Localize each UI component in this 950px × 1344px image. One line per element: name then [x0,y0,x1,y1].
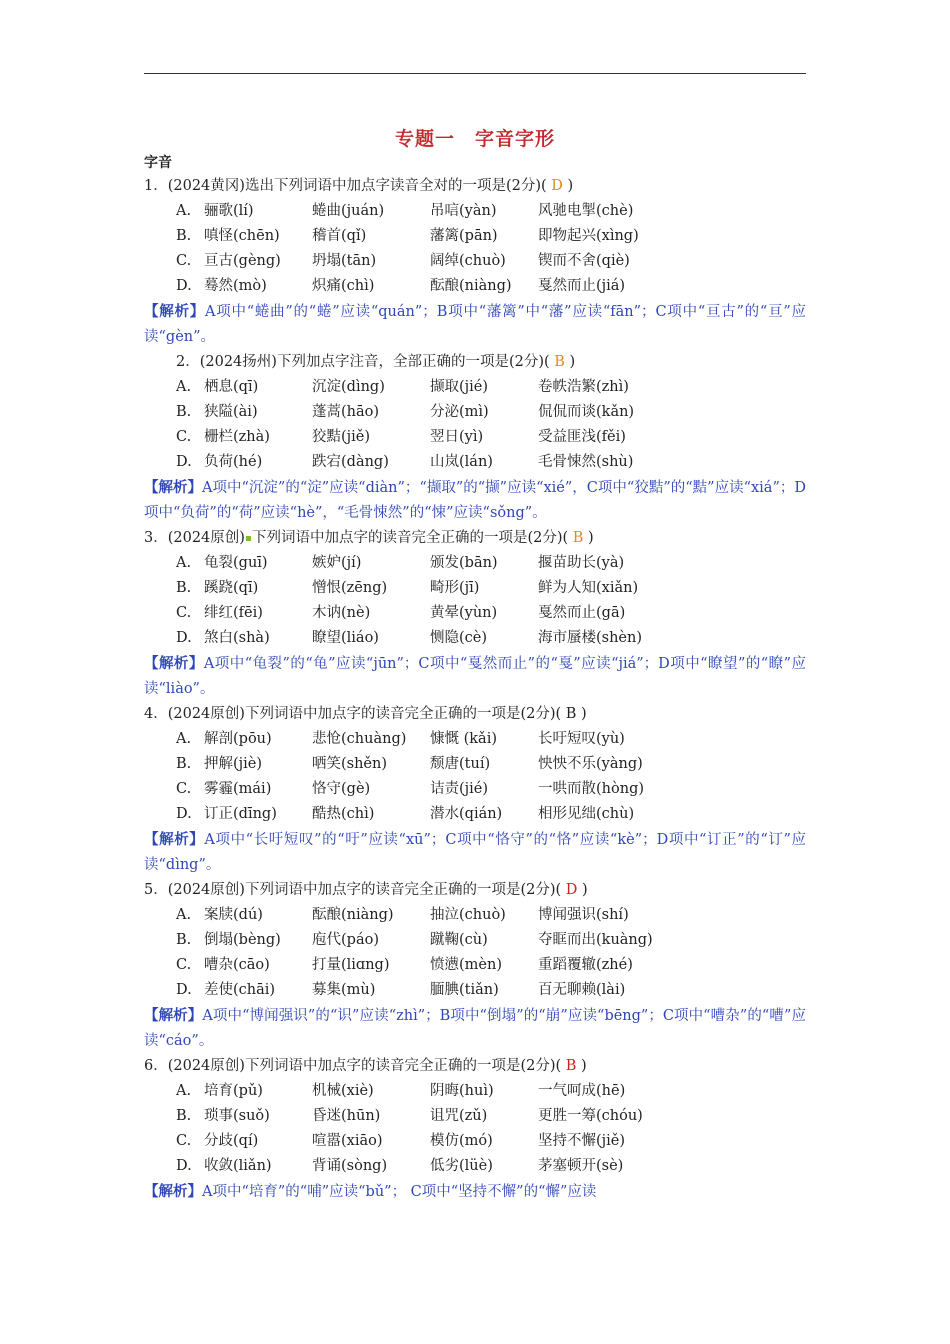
option-word: 蜷曲(juán) [312,203,385,219]
option-word: 蓦然(mò) [204,278,267,294]
option-row [144,802,806,827]
option-word: 相形见绌(chù) [538,806,635,822]
option-word: 抽泣(chuò) [430,907,506,923]
option-word: 夺眶而出(kuàng) [538,932,653,948]
option-word: 案牍(dú) [204,907,263,923]
analysis-label: 【解析】 [144,1007,203,1024]
option-row [144,928,806,953]
option-word: 阔绰(chuò) [430,253,506,269]
analysis-label: 【解析】 [144,655,204,672]
option-label: C. [176,781,192,797]
analysis [144,827,806,878]
option-label: D. [176,630,192,646]
option-label: C. [176,605,192,621]
option-word: 坍塌(tān) [312,253,377,269]
option-word: 更胜一筹(chóu) [538,1108,643,1124]
option-word: 博闻强识(shí) [538,907,629,923]
option-word: 鲜为人知(xiǎn) [538,580,639,596]
option-word: 蹊跷(qī) [204,580,259,596]
option-word: 长吁短叹(yù) [538,731,625,747]
answer-letter: B [554,354,565,370]
option-word: 吊唁(yàn) [430,203,497,219]
option-word: 腼腆(tiǎn) [430,982,499,998]
option-word: 翌日(yì) [430,429,484,445]
option-word: 恻隐(cè) [430,630,488,646]
option-word: 颁发(bān) [430,555,498,571]
option-word: 嗔怪(chēn) [204,228,280,244]
analysis [144,475,806,526]
answer-letter: D [565,882,578,898]
option-word: 分泌(mì) [430,404,489,420]
analysis [144,1003,806,1054]
question-block [144,702,806,878]
option-label: B. [176,932,192,948]
option-row [144,777,806,802]
option-row [144,953,806,978]
option-word: 毛骨悚然(shù) [538,454,634,470]
option-row [144,1154,806,1179]
analysis-label: 【解析】 [144,831,205,848]
analysis-text: A项中“蜷曲”的“蜷”应读“quán”；B项中“藩篱”中“藩”应读“fān”；C项中“亘古”的“亘”应读“gèn”。 [144,304,807,345]
option-word: 差使(chāi) [204,982,276,998]
question-stem: 2．(2024扬州)下列加点字注音，全部正确的一项是(2分)( B ) [176,354,576,370]
option-row [144,903,806,928]
question-block [144,174,806,350]
option-row [144,601,806,626]
option-word: 重蹈覆辙(zhé) [538,957,633,973]
analysis [144,651,806,702]
option-word: 揠苗助长(yà) [538,555,625,571]
option-word: 嫉妒(jí) [312,555,362,571]
option-row [144,727,806,752]
analysis-text: A项中“龟裂”的“龟”应读“jūn”；C项中“戛然而止”的“戛”应读“jiá”；D项中“瞭望”的“瞭”应读“liào”。 [144,656,807,697]
option-row [144,1129,806,1154]
option-word: 沉淀(dìng) [312,379,385,395]
option-word: 憎恨(zēng) [312,580,388,596]
option-label: D. [176,278,192,294]
option-word: 一哄而散(hòng) [538,781,645,797]
option-row [144,249,806,274]
option-word: 募集(mù) [312,982,376,998]
option-word: 怏怏不乐(yàng) [538,756,643,772]
page-title: 专题一 字音字形 [394,128,555,150]
option-word: 受益匪浅(fěi) [538,429,626,445]
option-row [144,450,806,475]
question-stem: 1．(2024黄冈)选出下列词语中加点字读音全对的一项是(2分)( D ) [144,178,574,194]
option-label: C. [176,1133,192,1149]
option-row [144,274,806,299]
option-word: 蓬蒿(hāo) [312,404,380,420]
option-word: 狡黠(jiě) [312,429,371,445]
option-word: 培育(pǔ) [204,1083,263,1099]
option-word: 机械(xiè) [312,1083,374,1099]
option-row [144,1079,806,1104]
question-stem: 5．(2024原创)下列词语中加点字的读音完全正确的一项是(2分)( D ) [144,882,588,898]
option-row [144,425,806,450]
option-word: 锲而不舍(qiè) [538,253,630,269]
option-word: 狭隘(ài) [204,404,258,420]
option-row [144,400,806,425]
analysis-label: 【解析】 [144,1183,202,1200]
option-label: B. [176,228,192,244]
option-word: 山岚(lán) [430,454,493,470]
option-word: 栅栏(zhà) [204,429,270,445]
option-word: 稽首(qǐ) [312,228,367,244]
option-word: 诅咒(zǔ) [430,1108,488,1124]
answer-letter: B [565,706,577,722]
option-word: 风驰电掣(chè) [538,203,634,219]
option-word: 畸形(jī) [430,580,480,596]
question-stem: 3．(2024原创) 下列词语中加点字的读音完全正确的一项是(2分)( B ) [144,530,594,546]
option-label: A. [176,1083,192,1099]
analysis-label: 【解析】 [144,479,203,496]
option-row [144,752,806,777]
option-label: A. [176,203,192,219]
option-word: 戛然而止(gā) [538,605,626,621]
option-word: 庖代(páo) [312,932,379,948]
analysis-text: A项中“沉淀”的“淀”应读“diàn”；“撷取”的“撷”应读“xié”，C项中“狡黠”的“黠”应读“xiá”；D项中“负荷”的“荷”应读“hè”，“毛骨悚然”的“悚”应读“sǒng”。 [144,480,806,521]
analysis [144,1179,806,1205]
option-label: A. [176,379,192,395]
option-word: 背诵(sòng) [312,1158,388,1174]
option-word: 侃侃而谈(kǎn) [538,404,635,420]
option-label: B. [176,580,192,596]
option-word: 龟裂(guī) [204,555,268,571]
option-word: 负荷(hé) [204,454,263,470]
option-row [144,199,806,224]
option-label: A. [176,731,192,747]
option-word: 潜水(qián) [430,806,503,822]
option-word: 一气呵成(hē) [538,1083,626,1099]
option-row [144,551,806,576]
option-word: 押解(jiè) [204,756,263,772]
stem-marker [246,536,251,541]
option-word: 恪守(gè) [312,781,371,797]
option-word: 琐事(suǒ) [204,1108,270,1124]
option-word: 瞭望(liáo) [312,630,379,646]
answer-letter: B [565,1058,577,1074]
header-rule [144,73,806,74]
option-word: 即物起兴(xìng) [538,228,639,244]
option-word: 酷热(chì) [312,806,375,822]
option-label: B. [176,404,192,420]
option-label: D. [176,982,192,998]
option-row [144,978,806,1003]
option-row [144,576,806,601]
option-word: 愤懑(mèn) [430,957,502,973]
question-block [144,526,806,702]
option-word: 慷慨 (kǎi) [430,731,497,747]
option-word: 昏迷(hūn) [312,1108,381,1124]
question-block [144,878,806,1054]
option-word: 蹴鞠(cù) [430,932,488,948]
option-word: 喧嚣(xiāo) [312,1133,383,1149]
option-word: 解剖(pōu) [204,731,272,747]
option-label: C. [176,429,192,445]
option-word: 模仿(mó) [430,1133,493,1149]
option-label: D. [176,1158,192,1174]
stem-text: 1．(2024黄冈)选出下列词语中加点字读音全对的一项是(2分)( [144,178,547,194]
question-block [144,350,806,526]
question-stem: 6．(2024原创)下列词语中加点字的读音完全正确的一项是(2分)( B ) [144,1058,587,1074]
option-label: D. [176,454,192,470]
stem-text: 5．(2024原创)下列词语中加点字的读音完全正确的一项是(2分)( [144,882,562,898]
option-word: 跌宕(dàng) [312,454,389,470]
option-word: 酝酿(niàng) [430,278,512,294]
option-word: 栖息(qī) [204,379,259,395]
option-word: 订正(dīng) [204,806,277,822]
option-word: 收敛(liǎn) [204,1158,272,1174]
option-label: D. [176,806,192,822]
analysis-text: A项中“博闻强识”的“识”应读“zhì”；B项中“倒塌”的“崩”应读“bēng”；C项中“嘈杂”的“嘈”应读“cáo”。 [144,1008,806,1049]
stem-text: 下列词语中加点字的读音完全正确的一项是(2分)( [251,530,569,546]
stem-text: 2．(2024扬州)下列加点字注音，全部正确的一项是(2分)( [176,354,550,370]
option-word: 嘈杂(cāo) [204,957,270,973]
stem-text: 3．(2024原创) [144,530,245,546]
option-word: 分歧(qí) [204,1133,259,1149]
option-word: 黄晕(yùn) [430,605,498,621]
option-word: 茅塞顿开(sè) [538,1158,624,1174]
section-heading: 字音 [144,155,172,171]
option-word: 绯红(fēi) [204,605,263,621]
option-word: 悲怆(chuàng) [312,731,407,747]
stem-text: 4．(2024原创)下列词语中加点字的读音完全正确的一项是(2分)( [144,706,562,722]
option-word: 戛然而止(jiá) [538,278,626,294]
analysis-text: A项中“长吁短叹”的“吁”应读“xū”；C项中“恪守”的“恪”应读“kè”；D项中“订正”的“订”应读“dìng”。 [144,832,806,873]
question-list [144,174,806,1205]
option-word: 哂笑(shěn) [312,756,388,772]
option-word: 颓唐(tuí) [430,756,491,772]
option-label: C. [176,957,192,973]
analysis-label: 【解析】 [144,303,205,320]
option-label: C. [176,253,192,269]
option-word: 坚持不懈(jiě) [538,1133,626,1149]
option-label: B. [176,756,192,772]
option-word: 撷取(jié) [430,379,489,395]
option-word: 酝酿(niàng) [312,907,394,923]
option-word: 木讷(nè) [312,605,371,621]
option-word: 卷帙浩繁(zhì) [538,379,629,395]
option-row [144,626,806,651]
question-block [144,1054,806,1205]
option-word: 骊歌(lí) [204,203,254,219]
option-word: 倒塌(bèng) [204,932,281,948]
option-word: 诘责(jié) [430,781,489,797]
option-word: 炽痛(chì) [312,278,375,294]
option-label: B. [176,1108,192,1124]
option-word: 打量(liɑng) [312,957,390,973]
option-word: 低劣(lüè) [430,1158,493,1174]
option-word: 藩篱(pān) [430,228,498,244]
option-row [144,224,806,249]
option-label: A. [176,555,192,571]
analysis [144,299,806,350]
option-word: 海市蜃楼(shèn) [538,630,643,646]
analysis-text: A项中“培育”的“哺”应读“bǔ”； C项中“坚持不懈”的“懈”应读 [202,1184,597,1200]
option-row [144,1104,806,1129]
answer-letter: B [572,530,584,546]
option-row [144,375,806,400]
option-label: A. [176,907,192,923]
question-stem: 4．(2024原创)下列词语中加点字的读音完全正确的一项是(2分)( B ) [144,706,587,722]
option-word: 百无聊赖(lài) [538,982,626,998]
answer-letter: D [551,178,563,194]
option-word: 雾霾(mái) [204,781,272,797]
option-word: 亘古(gèng) [204,253,281,269]
option-word: 煞白(shà) [204,630,270,646]
stem-text: 6．(2024原创)下列词语中加点字的读音完全正确的一项是(2分)( [144,1058,562,1074]
option-word: 阴晦(huì) [430,1083,494,1099]
